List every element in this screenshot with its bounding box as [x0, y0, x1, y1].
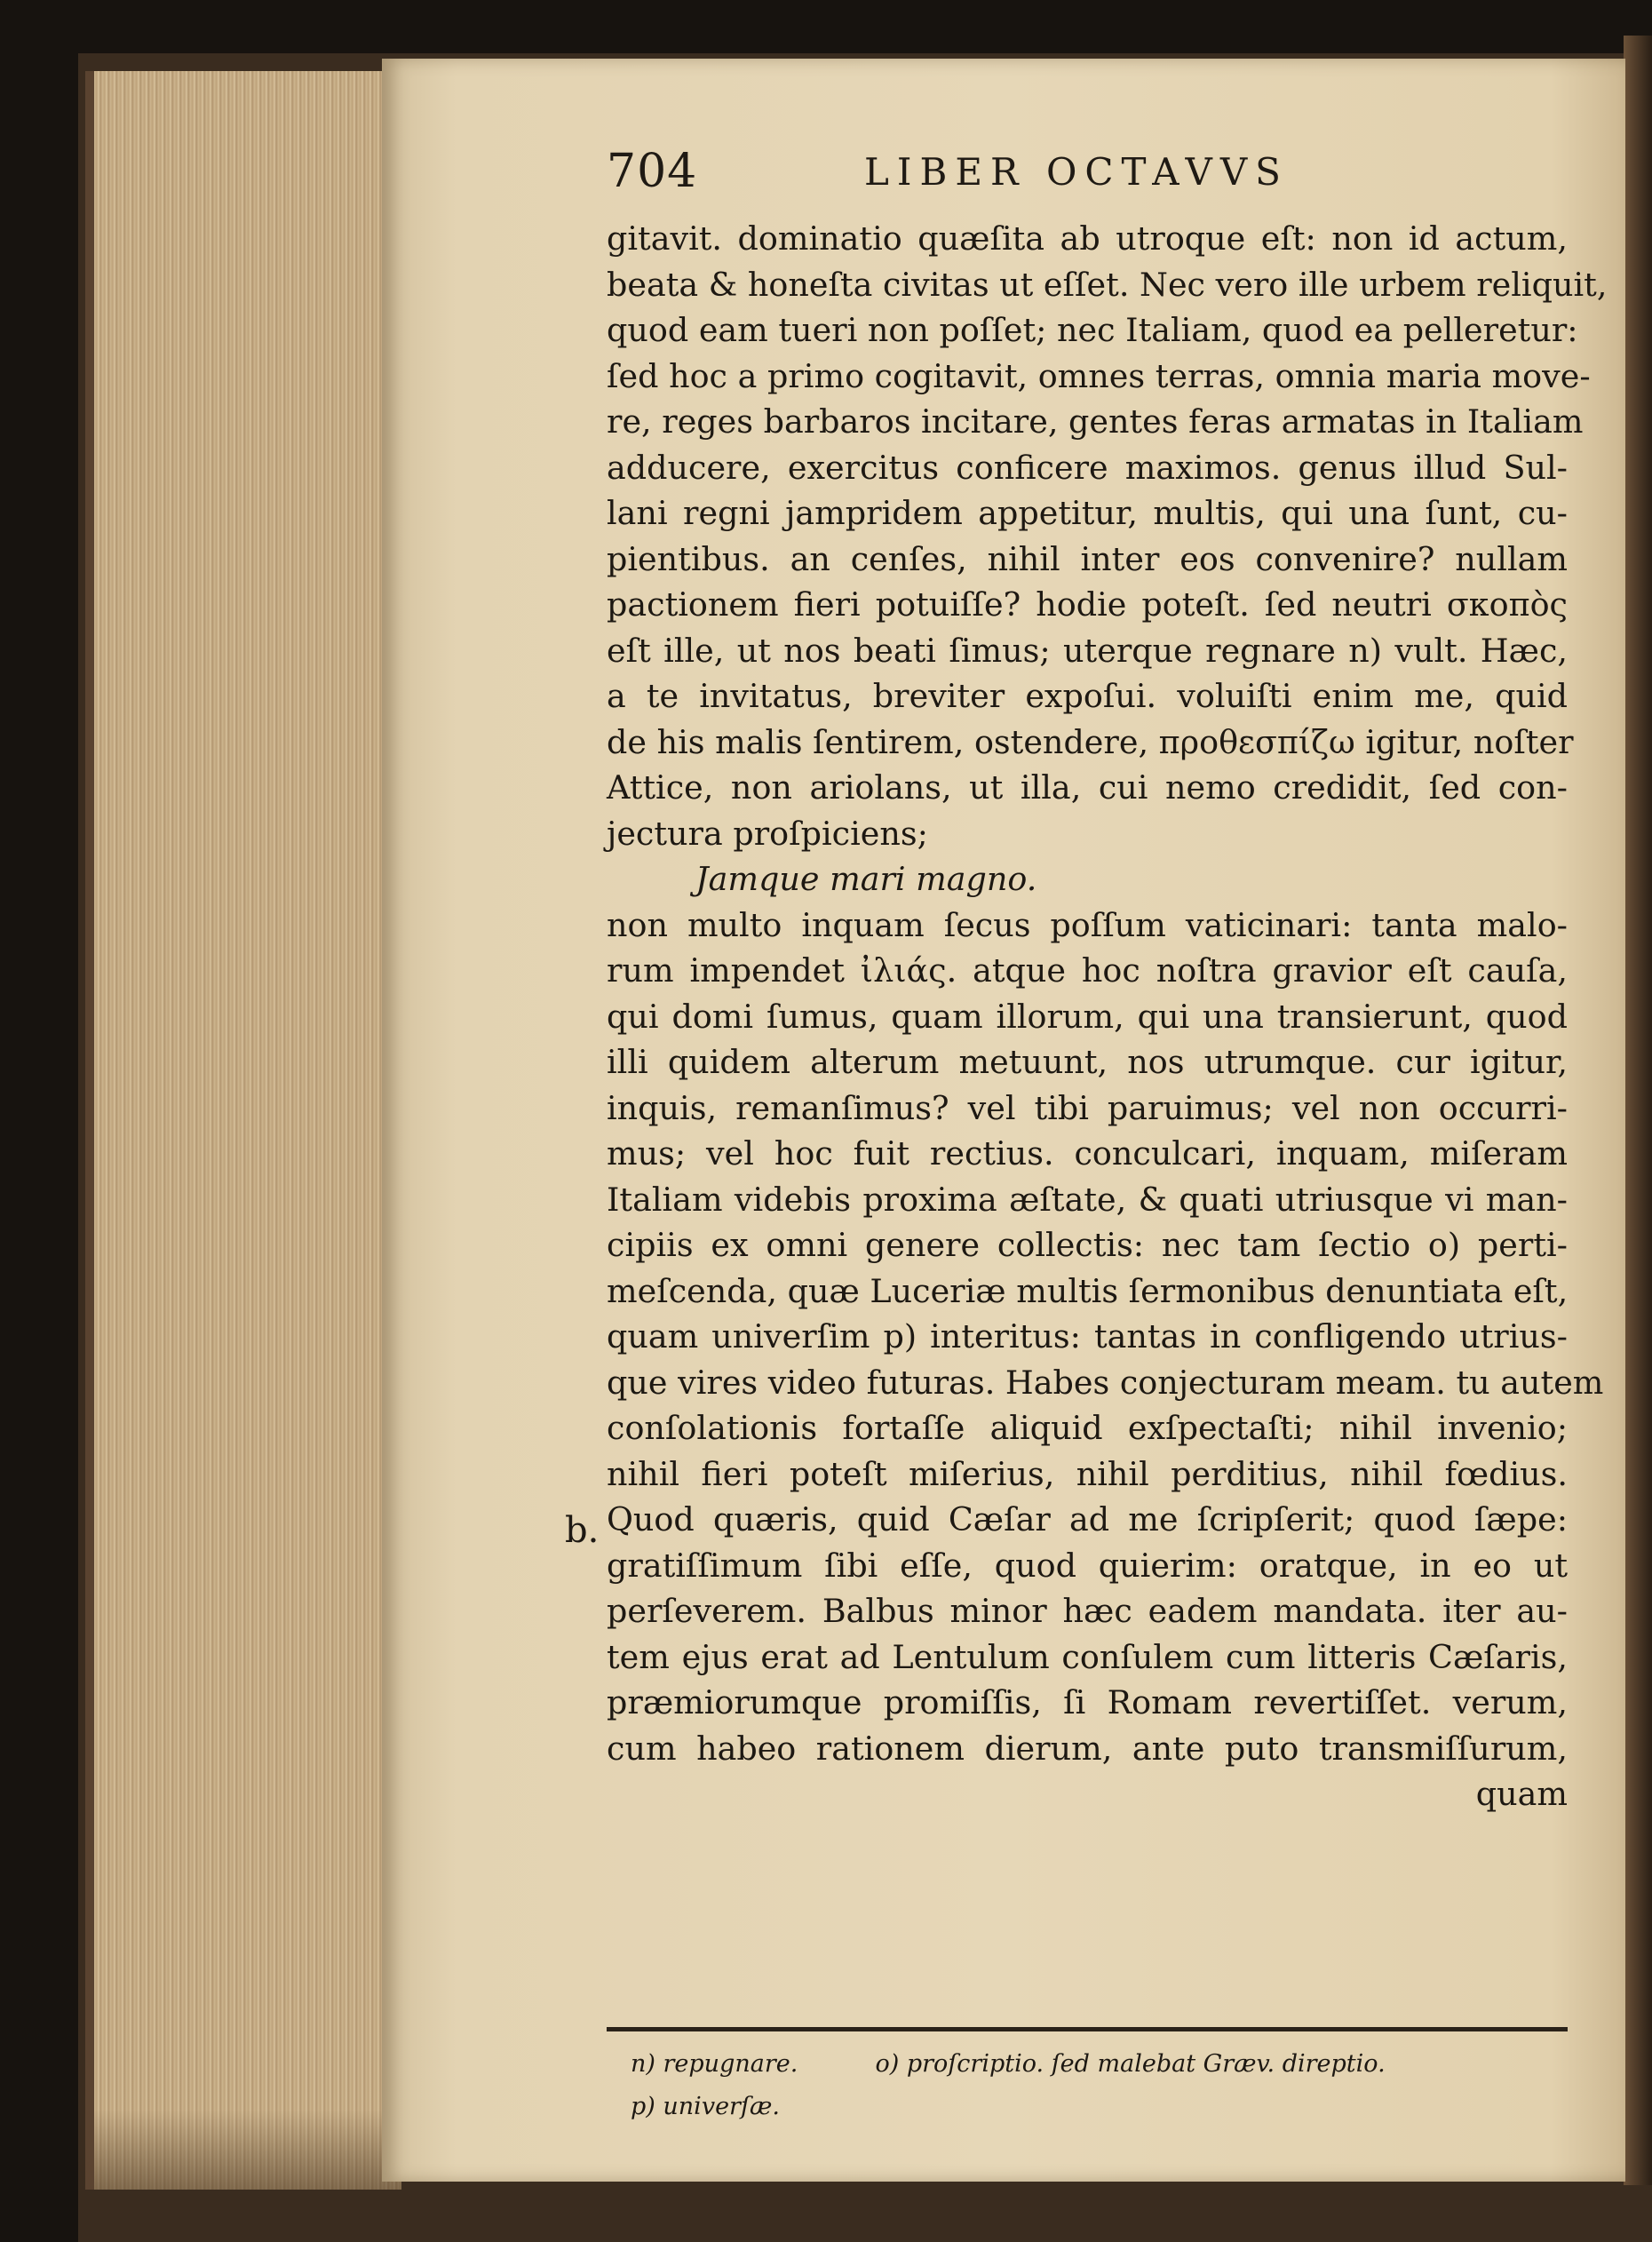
- text-line: gitavit. dominatio quæſita ab utroque eſt: non id actum,: [607, 219, 1568, 258]
- footnote-row: [631, 2043, 1563, 2086]
- text-line: tem ejus erat ad Lentulum conſulem cum litteris Cæſaris,: [607, 1637, 1568, 1676]
- text-line: perſeverem. Balbus minor hæc eadem mandata. iter au-: [607, 1592, 1568, 1630]
- text-line: cum habeo rationem dierum, ante puto transmiſſurum,: [607, 1729, 1568, 1768]
- text-line: de his malis ſentirem, ostendere, προθεσπίζω igitur, noſter: [607, 722, 1574, 761]
- text-line: inquis, remanſimus? vel tibi paruimus; vel non occurri-: [607, 1088, 1568, 1127]
- text-line: quam univerſim p) interitus: tantas in confligendo utrius-: [607, 1317, 1568, 1356]
- text-line: pientibus. an cenſes, nihil inter eos convenire? nullam: [607, 539, 1568, 578]
- text-line: pactionem fieri potuiſſe? hodie poteſt. ſed neutri σκοπὸς: [607, 585, 1568, 624]
- running-title: LIBER OCTAVVS: [864, 150, 1289, 194]
- margin-letter: b.: [565, 1510, 600, 1551]
- text-line: ſed hoc a primo cogitavit, omnes terras, omnia maria move-: [607, 356, 1591, 395]
- text-line: præmiorumque promiſſis, ſi Romam revertiſſet. verum,: [607, 1683, 1568, 1721]
- footnote-p: p) univerſæ.: [631, 2093, 780, 2120]
- body-text: [607, 216, 1608, 1817]
- text-line: qui domi ſumus, quam illorum, qui una transierunt, quod: [607, 997, 1568, 1036]
- catchword: quam: [1475, 1775, 1568, 1813]
- footnotes: [631, 2043, 1563, 2128]
- book-edge: [1624, 36, 1652, 2185]
- footnote-rule: [607, 2027, 1568, 2031]
- text-line: mus; vel hoc fuit rectius. conculcari, inquam, miſeram: [607, 1134, 1568, 1173]
- text-line: Quod quæris, quid Cæſar ad me ſcripſerit; quod ſæpe:: [607, 1500, 1568, 1538]
- page-edges: [85, 71, 401, 2190]
- text-line: conſolationis fortaſſe aliquid exſpectaſti; nihil invenio;: [607, 1409, 1568, 1447]
- text-line: lani regni jampridem appetitur, multis, qui una ſunt, cu-: [607, 494, 1568, 532]
- text-line: a te invitatus, breviter expoſui. voluiſti enim me, quid: [607, 677, 1568, 715]
- text-line: cipiis ex omni genere collectis: nec tam ſectio o) perti-: [607, 1226, 1568, 1264]
- text-line: gratiſſimum ſibi eſſe, quod quierim: oratque, in eo ut: [607, 1546, 1568, 1585]
- footnote-row: [631, 2086, 1563, 2128]
- page-header: [607, 145, 1335, 207]
- verse-quotation: Jamque mari magno.: [695, 860, 1037, 898]
- text-line: re, reges barbaros incitare, gentes feras armatas in Italiam: [607, 402, 1584, 441]
- text-line: adducere, exercitus conficere maximos. genus illud Sul-: [607, 448, 1568, 487]
- footnote-n: n) repugnare.: [631, 2050, 798, 2078]
- text-line: que vires video futuras. Habes conjecturam meam. tu autem: [607, 1363, 1604, 1402]
- page-number: 704: [607, 145, 698, 198]
- text-line: quod eam tueri non poſſet; nec Italiam, quod ea pelleretur:: [607, 311, 1578, 349]
- text-line: beata & honeſta civitas ut eſſet. Nec vero ille urbem reliquit,: [607, 265, 1608, 304]
- text-line: Attice, non ariolans, ut illa, cui nemo credidit, ſed con-: [607, 768, 1568, 807]
- text-line: eſt ille, ut nos beati ſimus; uterque regnare n) vult. Hæc,: [607, 631, 1568, 670]
- text-line: non multo inquam ſecus poſſum vaticinari: tanta malo-: [607, 905, 1568, 944]
- text-line: nihil fieri poteſt miſerius, nihil perditius, nihil fœdius.: [607, 1454, 1568, 1493]
- footnote-o: o) proſcriptio. ſed malebat Græv. direptio.: [875, 2050, 1386, 2078]
- text-line: Italiam videbis proxima æſtate, & quati utriusque vi man-: [607, 1180, 1568, 1219]
- text-line: meſcenda, quæ Luceriæ multis ſermonibus denuntiata eſt,: [607, 1271, 1569, 1310]
- text-line: illi quidem alterum metuunt, nos utrumque. cur igitur,: [607, 1043, 1568, 1081]
- text-line: jectura proſpiciens;: [607, 814, 928, 853]
- text-line: rum impendet ἰλιάς. atque hoc noſtra gravior eſt cauſa,: [607, 951, 1568, 990]
